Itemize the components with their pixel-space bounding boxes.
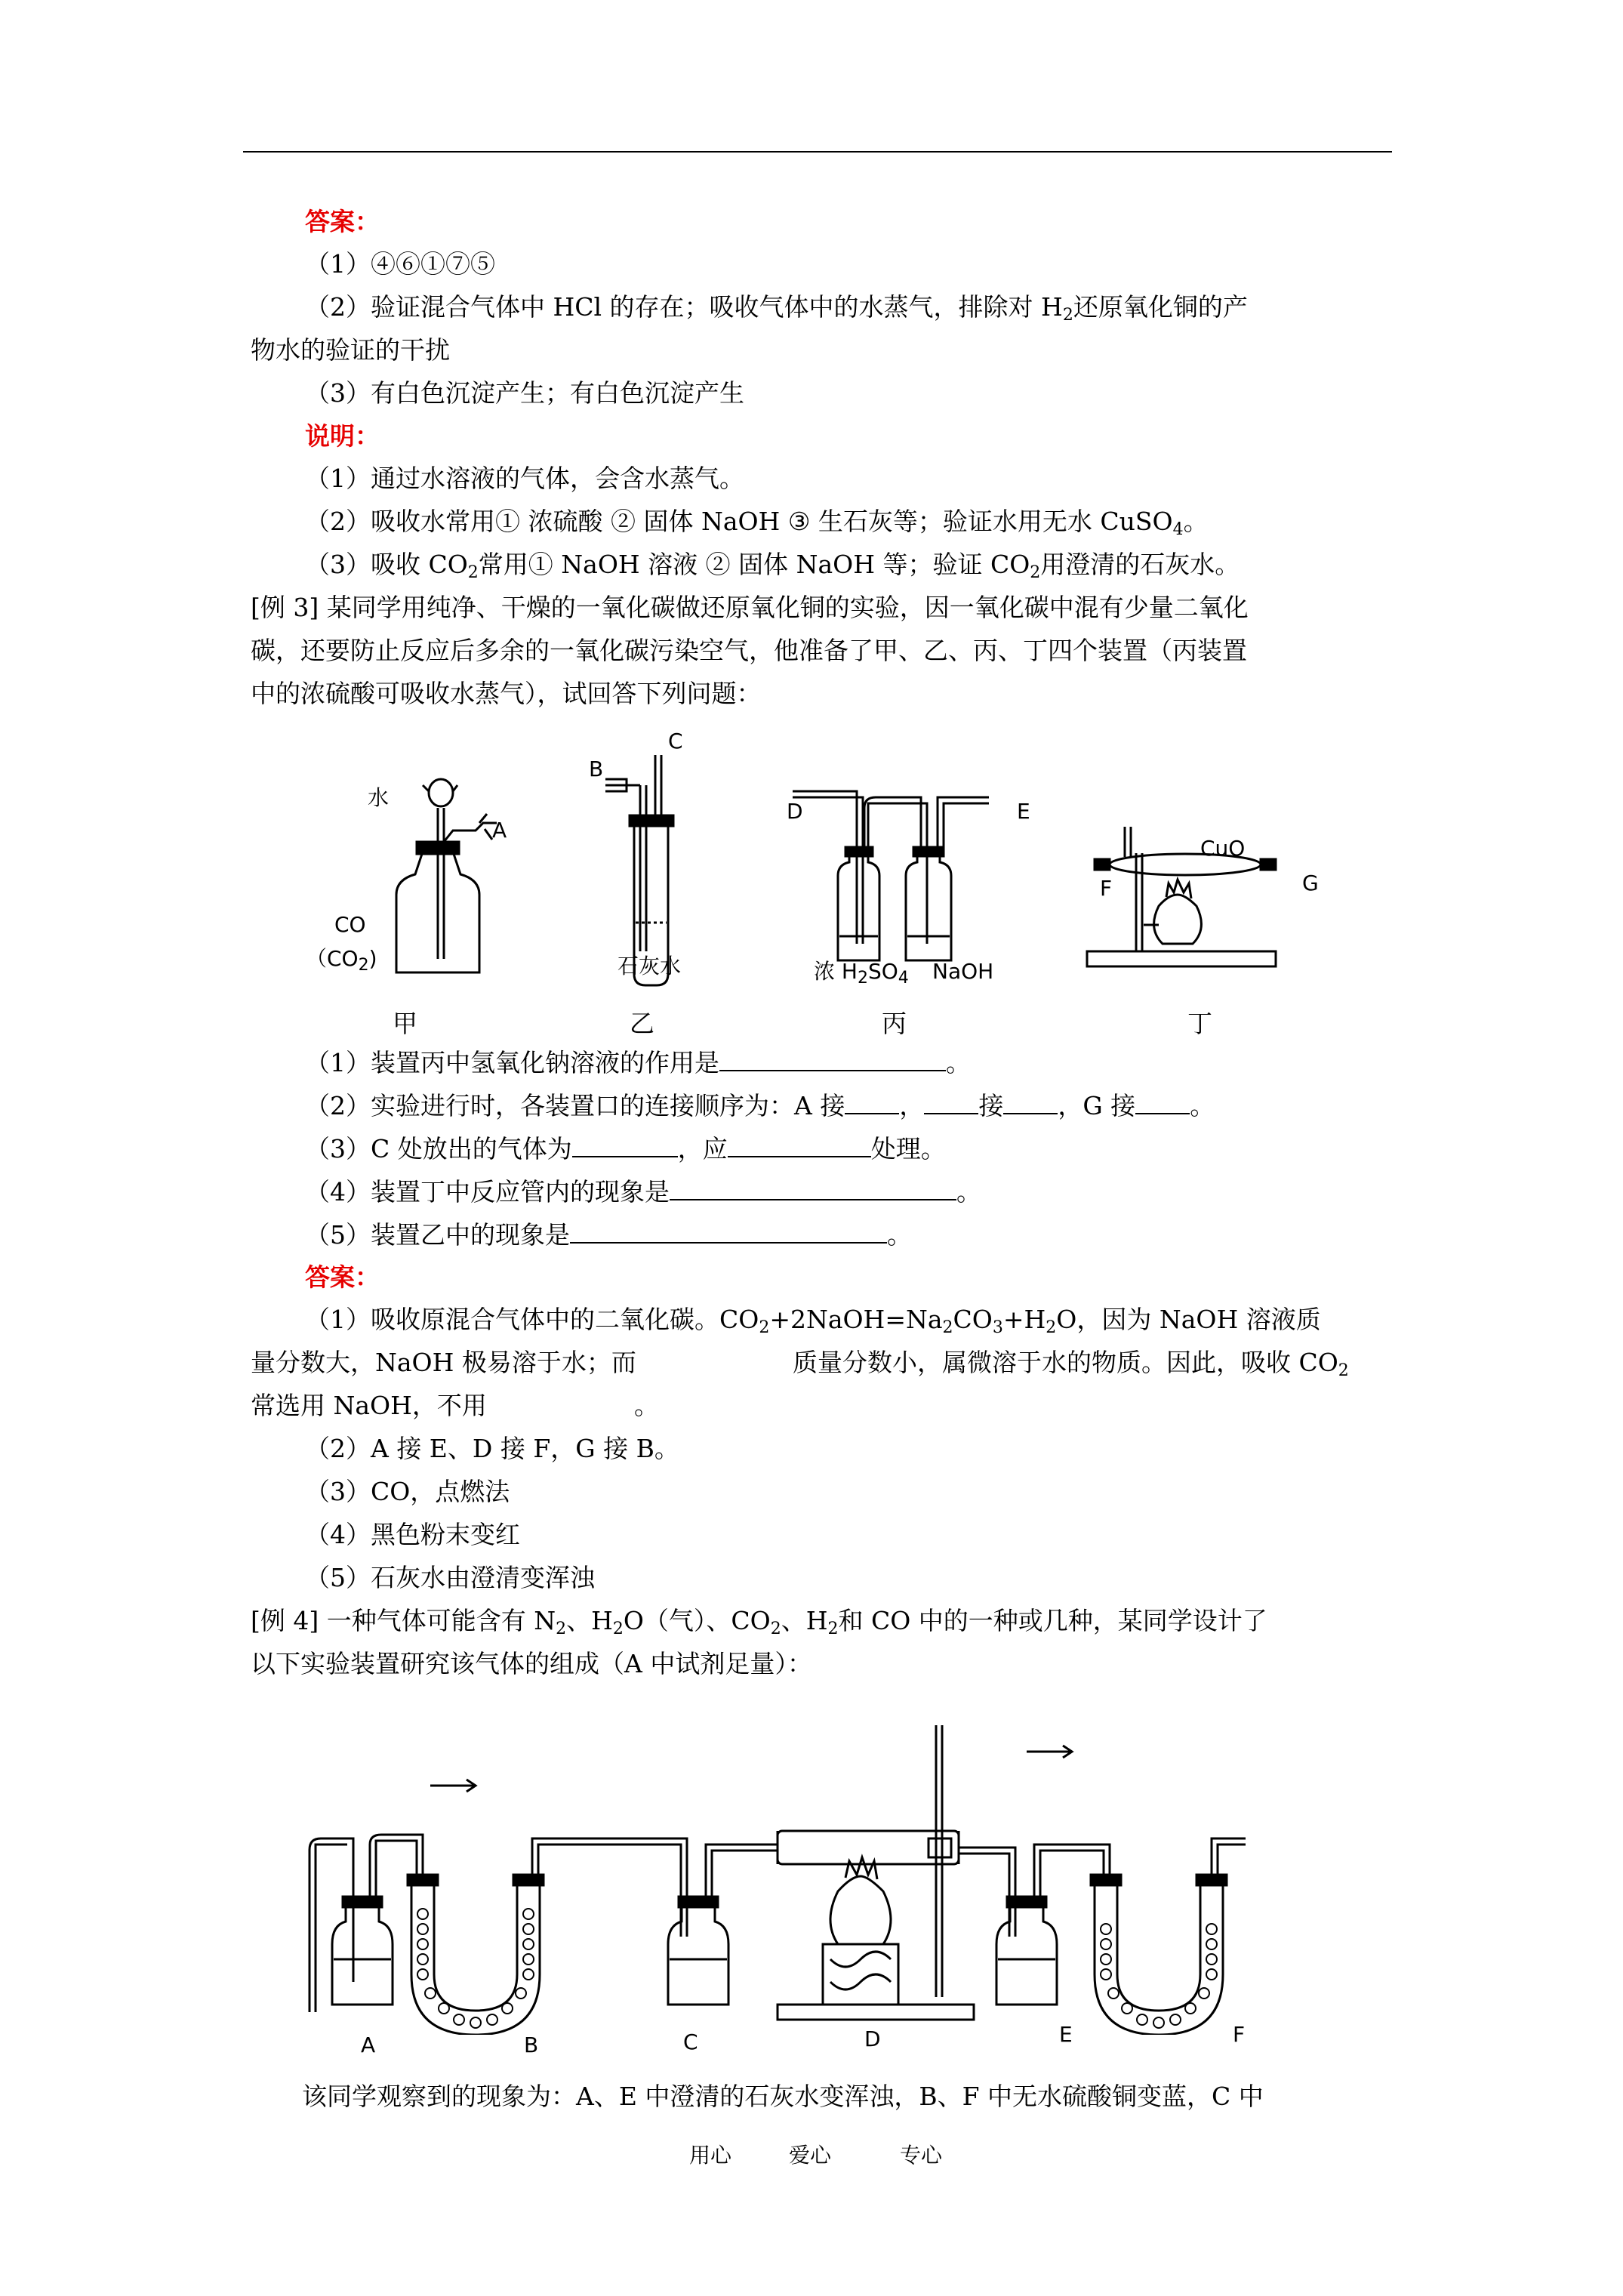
label-conc-h2so4: 浓 $H_2SO_4$	[814, 959, 909, 988]
answer-line: 。	[634, 1391, 659, 1420]
label-co2: $(CO_2)$	[306, 946, 377, 975]
label-F: F	[1233, 2022, 1246, 2047]
example4-text: [例 4] 一种气体可能含有 $N_2$、$H_2O$（气）、$CO_2$、$H_2$和 CO 中的一种或几种，某同学设计了	[251, 1606, 1267, 1638]
answer-line: 物水的验证的干扰	[251, 335, 450, 365]
label-lime: 石灰水	[617, 954, 682, 978]
footer-text: 用心	[689, 2143, 732, 2168]
question-line: （4）装置丁中反应管内的现象是 。	[305, 1177, 981, 1207]
answer-line: （2）A 接 E、D 接 F，G 接 B。	[305, 1434, 679, 1463]
label-C: C	[668, 729, 683, 754]
label-C: C	[683, 2029, 698, 2054]
label-A: A	[361, 2032, 376, 2057]
label-E: E	[1017, 799, 1030, 824]
header-rule	[243, 151, 1392, 153]
example3-text: 碳，还要防止反应后多余的一氧化碳污染空气，他准备了甲、乙、丙、丁四个装置（丙装置	[251, 636, 1247, 665]
note-line: （3）吸收 $CO_2$常用① NaOH 溶液 ② 固体 NaOH 等；验证 $CO_2$用澄清的石灰水。	[305, 550, 1240, 582]
answer-line: 常选用 NaOH，不用	[251, 1391, 487, 1420]
footer-text: 爱心	[789, 2143, 832, 2168]
answer-line: （3）有白色沉淀产生；有白色沉淀产生	[305, 378, 744, 408]
question-line: （3）C 处放出的气体为 ，应 处理。	[305, 1134, 946, 1163]
label-E: E	[1059, 2022, 1073, 2047]
label-G: G	[1302, 871, 1319, 895]
apparatus-figure-2	[294, 1703, 1427, 2035]
answer-line: （3）CO，点燃法	[305, 1477, 510, 1506]
label-water: 水	[368, 785, 390, 810]
footer-text: 专心	[900, 2143, 943, 2168]
caption-jia: 甲	[393, 1009, 417, 1038]
label-cuo: CuO	[1200, 836, 1246, 861]
caption-yi: 乙	[630, 1009, 654, 1038]
label-B: B	[589, 757, 604, 781]
question-line: （5）装置乙中的现象是 。	[305, 1220, 912, 1250]
label-D: D	[787, 799, 803, 824]
example3-text: [例 3] 某同学用纯净、干燥的一氧化碳做还原氧化铜的实验，因一氧化碳中混有少量二氧化	[251, 593, 1249, 622]
note-line: （1）通过水溶液的气体，会含水蒸气。	[305, 464, 744, 493]
answer-line: （5）石灰水由澄清变浑浊	[305, 1563, 595, 1592]
answer-heading: 答案：	[305, 1262, 380, 1292]
label-A: A	[492, 818, 507, 843]
caption-ding: 丁	[1187, 1009, 1212, 1038]
answer-line: 质量分数小，属微溶于水的物质。因此，吸收 $CO_2$	[793, 1348, 1349, 1380]
answer-line: （4）黑色粉末变红	[305, 1520, 520, 1549]
note-line: （2）吸收水常用① 浓硫酸 ② 固体 NaOH ③ 生石灰等；验证水用无水 CuSO$_4$。	[305, 507, 1209, 539]
answer-heading: 答案：	[305, 207, 380, 236]
note-heading: 说明：	[305, 421, 380, 451]
question-line: （2）实验进行时，各装置口的连接顺序为：A 接 ， 接 ，G 接 。	[305, 1091, 1215, 1120]
answer-line: （2）验证混合气体中 HCl 的存在；吸收气体中的水蒸气，排除对 $H_2$还原氧化铜的产	[305, 292, 1248, 325]
answer-line: 量分数大，NaOH 极易溶于水；而	[251, 1348, 636, 1377]
label-B: B	[524, 2032, 539, 2057]
answer-line: （1）吸收原混合气体中的二氧化碳。$CO_2+2NaOH=Na_2CO_3+H_2O$，因为 NaOH 溶液质	[305, 1305, 1321, 1337]
example4-text: 以下实验装置研究该气体的组成（A 中试剂足量）：	[251, 1649, 812, 1678]
caption-bing: 丙	[882, 1009, 907, 1038]
example3-text: 中的浓硫酸可吸收水蒸气），试回答下列问题：	[251, 679, 762, 708]
answer-line: （1）④⑥①⑦⑤	[305, 249, 495, 279]
label-D: D	[864, 2026, 881, 2051]
label-naoh: NaOH	[932, 959, 994, 984]
observation-text: 该同学观察到的现象为：A、E 中澄清的石灰水变浑浊，B、F 中无水硫酸铜变蓝，C 中	[302, 2082, 1264, 2111]
label-F: F	[1100, 876, 1113, 901]
question-line: （1）装置丙中氢氧化钠溶液的作用是 。	[305, 1048, 971, 1077]
label-co: CO	[334, 912, 366, 937]
